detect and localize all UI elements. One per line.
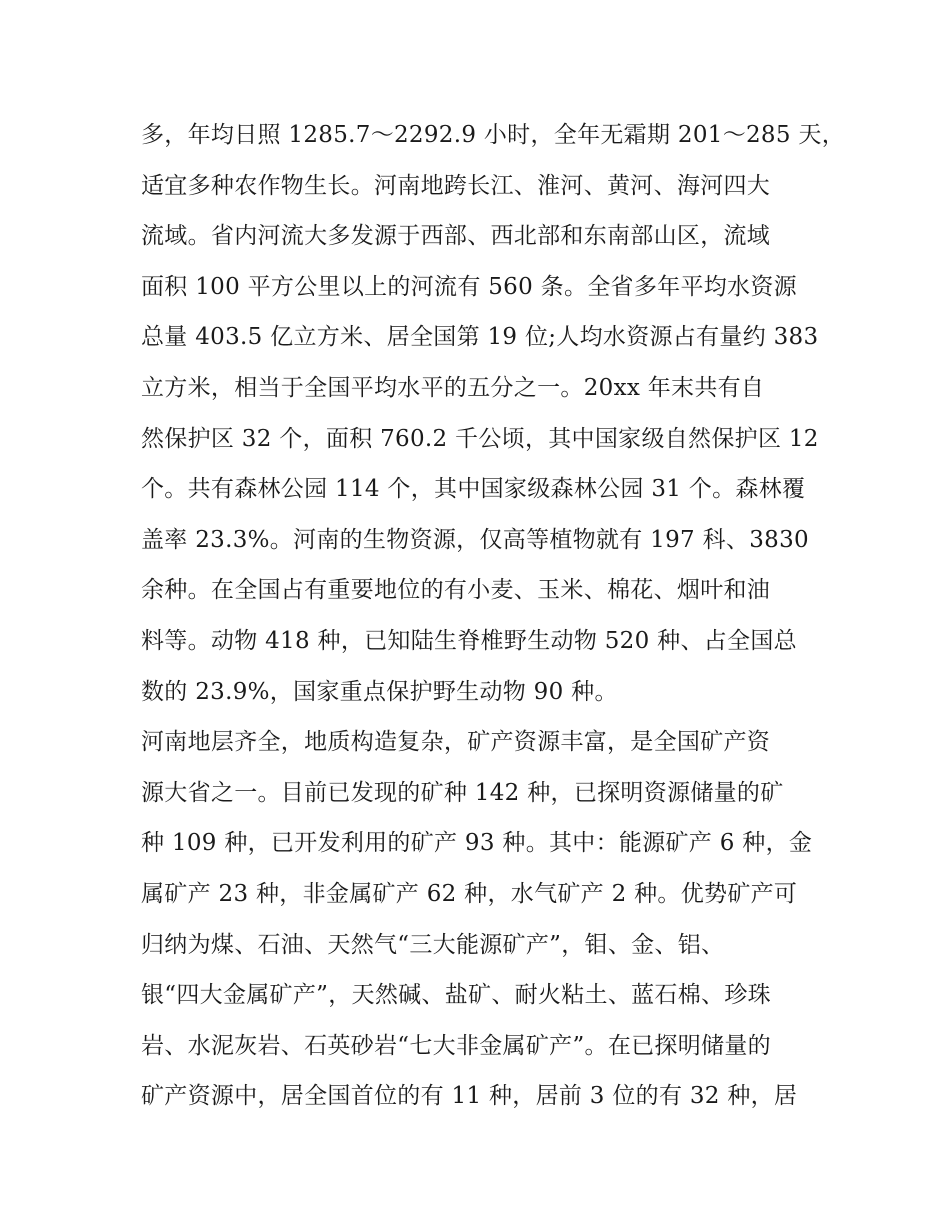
text-line: 个。共有森林公园 114 个，其中国家级森林公园 31 个。森林覆 xyxy=(141,476,806,503)
text-line: 多，年均日照 1285.7～2292.9 小时，全年无霜期 201～285 天， xyxy=(141,122,845,148)
text-line: 面积 100 平方公里以上的河流有 560 条。全省多年平均水资源 xyxy=(141,273,797,300)
text-line: 立方米，相当于全国平均水平的五分之一。20xx 年末共有自 xyxy=(141,374,765,401)
text-line: 源大省之一。目前已发现的矿种 142 种，已探明资源储量的矿 xyxy=(141,779,784,806)
text-line: 适宜多种农作物生长。河南地跨长江、淮河、黄河、海河四大 xyxy=(141,172,771,199)
text-line: 总量 403.5 亿立方米、居全国第 19 位;人均水资源占有量约 383 xyxy=(141,324,819,351)
text-line: 数的 23.9%，国家重点保护野生动物 90 种。 xyxy=(141,678,618,705)
text-line: 归纳为煤、石油、天然气“三大能源矿产”，钼、金、铝、 xyxy=(141,931,725,958)
text-line: 银“四大金属矿产”，天然碱、盐矿、耐火粘土、蓝石棉、珍珠 xyxy=(141,982,771,1009)
text-line: 岩、水泥灰岩、石英砂岩“七大非金属矿产”。在已探明储量的 xyxy=(141,1032,771,1059)
text-line: 然保护区 32 个，面积 760.2 千公顷，其中国家级自然保护区 12 xyxy=(141,425,819,452)
text-line: 余种。在全国占有重要地位的有小麦、玉米、棉花、烟叶和油 xyxy=(141,577,771,604)
body-text xyxy=(141,110,845,1122)
text-line: 种 109 种，已开发利用的矿产 93 种。其中：能源矿产 6 种，金 xyxy=(141,830,813,857)
text-line: 盖率 23.3%。河南的生物资源，仅高等植物就有 197 科、3830 xyxy=(141,526,809,553)
text-line: 属矿产 23 种，非金属矿产 62 种，水气矿产 2 种。优势矿产可 xyxy=(141,880,798,907)
text-line: 料等。动物 418 种，已知陆生脊椎野生动物 520 种、占全国总 xyxy=(141,627,797,654)
text-line: 矿产资源中，居全国首位的有 11 种，居前 3 位的有 32 种，居 xyxy=(141,1083,798,1110)
text-line: 流域。省内河流大多发源于西部、西北部和东南部山区，流域 xyxy=(141,223,771,250)
text-line: 河南地层齐全，地质构造复杂，矿产资源丰富，是全国矿产资 xyxy=(141,729,771,756)
